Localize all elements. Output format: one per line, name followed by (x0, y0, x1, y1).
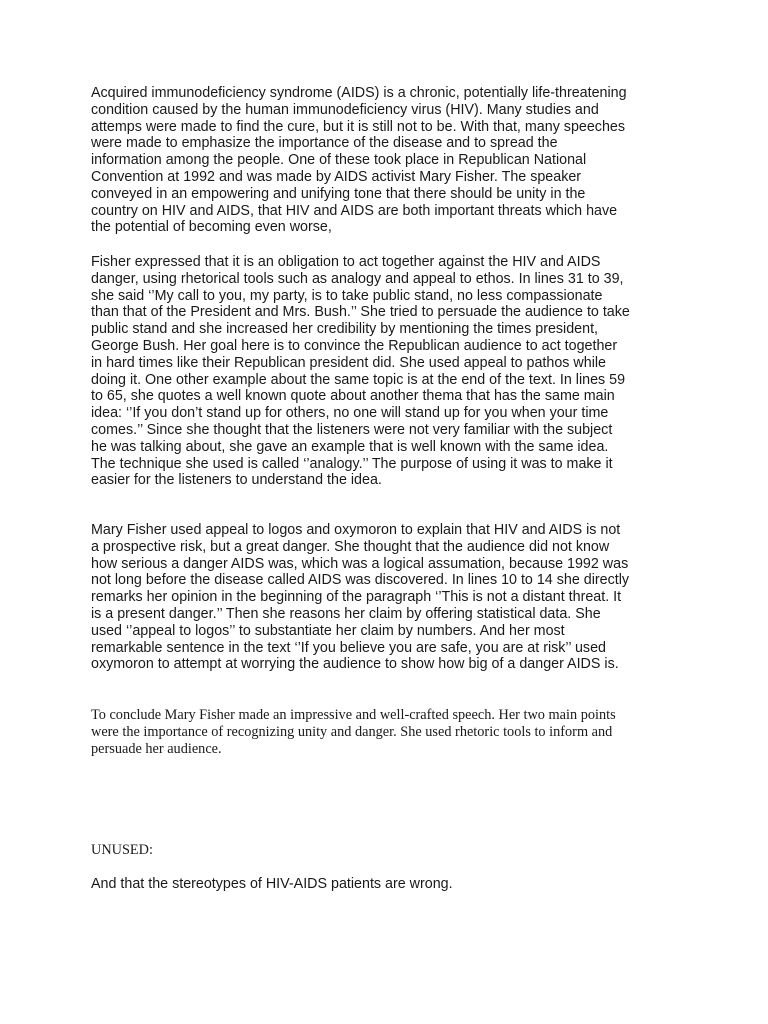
paragraph-introduction: Acquired immunodeficiency syndrome (AIDS) is a chronic, potentially life-threatening condition caused by the human immunodeficiency virus (HIV). Many studies and attemps were made to find the cure, but it is still not to be. With that, many speeches were made to emphasize the importance of the disease and to spread the information among the people. One of these took place in Republican National Convention at 1992 and was made by AIDS activist Mary Fisher. The speaker conveyed in an empowering and unifying tone that there should be unity in the country on HIV and AIDS, that HIV and AIDS are both important threats which have the potential of becoming even worse, (91, 85, 627, 236)
paragraph-ethos-analogy: Fisher expressed that it is an obligation to act together against the HIV and AIDS danger, using rhetorical tools such as analogy and appeal to ethos. In lines 31 to 39, she said ‘’My call to you, my party, is to take public stand, no less compassionate than that of the President and Mrs. Bush.’’ She tried to persuade the audience to take public stand and she increased her credibility by mentioning the times president, George Bush. Her goal here is to convince the Republican audience to act together in hard times like their Republican president did. She used appeal to pathos while doing it. One other example about the same topic is at the end of the text. In lines 59 to 65, she quotes a well known quote about another thema that has the same main idea: ‘’If you don’t stand up for others, no one will stand up for you when your time comes.’’ Since she thought that the listeners were not very familiar with the subject he was talking about, she gave an example that is well known with the same idea. The technique she used is called ‘’analogy.’’ The purpose of using it was to make it easier for the listeners to understand the idea. (91, 254, 630, 489)
paragraph-conclusion: To conclude Mary Fisher made an impressive and well-crafted speech. Her two main points were the importance of recognizing unity and danger. She used rhetoric tools to inform and persuade her audience. (91, 707, 616, 757)
paragraph-logos-oxymoron: Mary Fisher used appeal to logos and oxymoron to explain that HIV and AIDS is not a prospective risk, but a great danger. She thought that the audience did not know how serious a danger AIDS was, which was a logical assumation, because 1992 was not long before the disease called AIDS was discovered. In lines 10 to 14 she directly remarks her opinion in the beginning of the paragraph ‘’This is not a distant threat. It is a present danger.’’ Then she reasons her claim by offering statistical data. She used ‘’appeal to logos’’ to substantiate her claim by numbers. And her most remarkable sentence in the text ‘’If you believe you are safe, you are at risk’’ used oxymoron to attempt at worrying the audience to show how big of a danger AIDS is. (91, 522, 630, 673)
unused-label: UNUSED: (91, 842, 153, 858)
paragraph-unused-note: And that the stereotypes of HIV-AIDS patients are wrong. (91, 876, 453, 892)
